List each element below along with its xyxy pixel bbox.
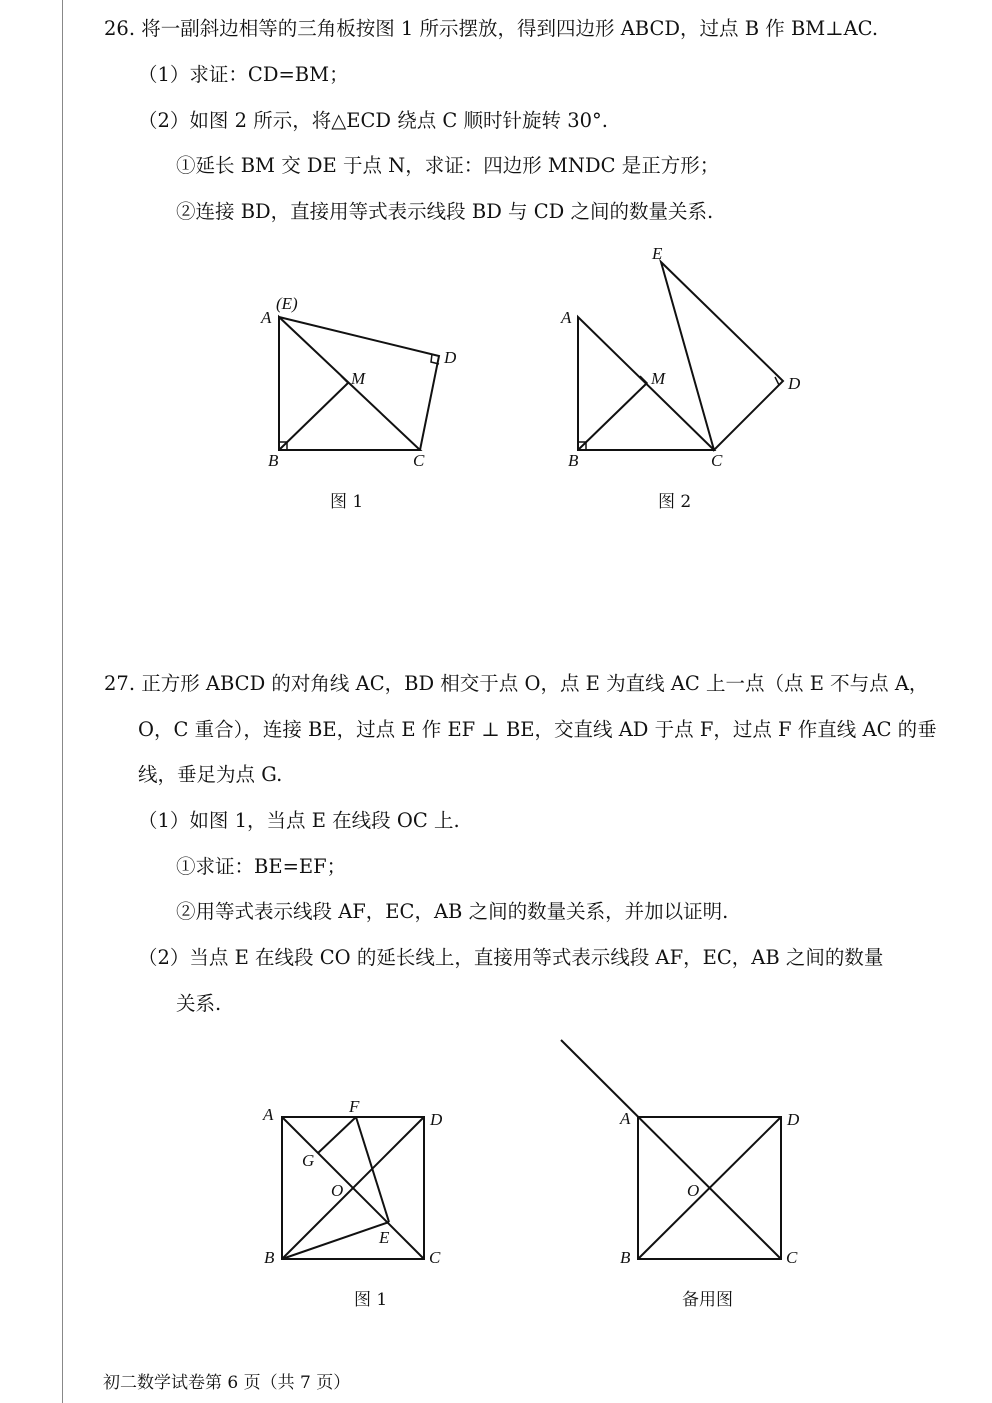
q27-f2-label-o: O <box>687 1181 700 1200</box>
q27-part1-sub2: ②用等式表示线段 AF，EC，AB 之间的数量关系，并加以证明. <box>176 900 729 923</box>
q27-f1-label-e: E <box>379 1228 390 1247</box>
q27-figure-1-caption: 图 1 <box>354 1290 388 1310</box>
q26-f2-label-m: M <box>651 369 666 388</box>
q26-f2-label-b: B <box>568 451 579 470</box>
q26-f1-label-c: C <box>413 451 425 470</box>
q27-part2-cont: 关系. <box>176 992 222 1015</box>
q26-figure-2-caption: 图 2 <box>658 492 692 512</box>
q26-f2-label-a: A <box>561 308 572 327</box>
q27-part1: （1）如图 1，当点 E 在线段 OC 上. <box>138 809 460 832</box>
q27-f1-label-d: D <box>430 1110 443 1129</box>
q27-part2: （2）当点 E 在线段 CO 的延长线上，直接用等式表示线段 AF，EC，AB 之间的数量 <box>138 946 884 969</box>
q26-part2-sub2: ②连接 BD，直接用等式表示线段 BD 与 CD 之间的数量关系. <box>176 200 714 223</box>
q26-figure-1-caption: 图 1 <box>330 492 364 512</box>
q26-f1-label-d: D <box>444 348 457 367</box>
q26-f1-label-e: (E) <box>276 294 298 313</box>
q27-f2-label-c: C <box>786 1248 798 1267</box>
q27-f1-label-a: A <box>263 1105 274 1124</box>
q27-stem-line3: 线，垂足为点 G. <box>138 763 283 786</box>
q27-f1-label-g: G <box>302 1151 315 1170</box>
page-footer: 初二数学试卷第 6 页（共 7 页） <box>103 1373 351 1393</box>
q27-f2-label-d: D <box>787 1110 800 1129</box>
q26-part1: （1）求证：CD=BM； <box>138 63 349 86</box>
q27-f2-label-a: A <box>620 1109 631 1128</box>
q27-f1-label-b: B <box>264 1248 275 1267</box>
q26-part2-sub1: ①延长 BM 交 DE 于点 N，求证：四边形 MNDC 是正方形； <box>176 154 720 177</box>
q27-part1-sub1: ①求证：BE=EF； <box>176 855 347 878</box>
q27-stem-line1: 27. 正方形 ABCD 的对角线 AC，BD 相交于点 O，点 E 为直线 AC 上一点（点 E 不与点 A， <box>104 672 929 695</box>
q27-figure-spare-caption: 备用图 <box>682 1290 733 1310</box>
q26-f2-label-e: E <box>652 244 663 263</box>
q26-f1-label-b: B <box>268 451 279 470</box>
q26-f2-label-d: D <box>788 374 801 393</box>
q26-stem: 26. 将一副斜边相等的三角板按图 1 所示摆放，得到四边形 ABCD，过点 B 作 BM⊥AC. <box>104 17 879 40</box>
q27-f1-label-c: C <box>429 1248 441 1267</box>
q26-part2: （2）如图 2 所示，将△ECD 绕点 C 顺时针旋转 30°. <box>138 109 608 132</box>
q27-f1-label-f: F <box>349 1097 360 1116</box>
q27-f2-label-b: B <box>620 1248 631 1267</box>
q26-f2-label-c: C <box>711 451 723 470</box>
q26-f1-label-a: A <box>261 308 272 327</box>
q26-f1-label-m: M <box>351 369 366 388</box>
q27-stem-line2: O，C 重合），连接 BE，过点 E 作 EF ⊥ BE，交直线 AD 于点 F，过点 F 作直线 AC 的垂 <box>138 718 937 741</box>
q27-f1-label-o: O <box>331 1181 344 1200</box>
